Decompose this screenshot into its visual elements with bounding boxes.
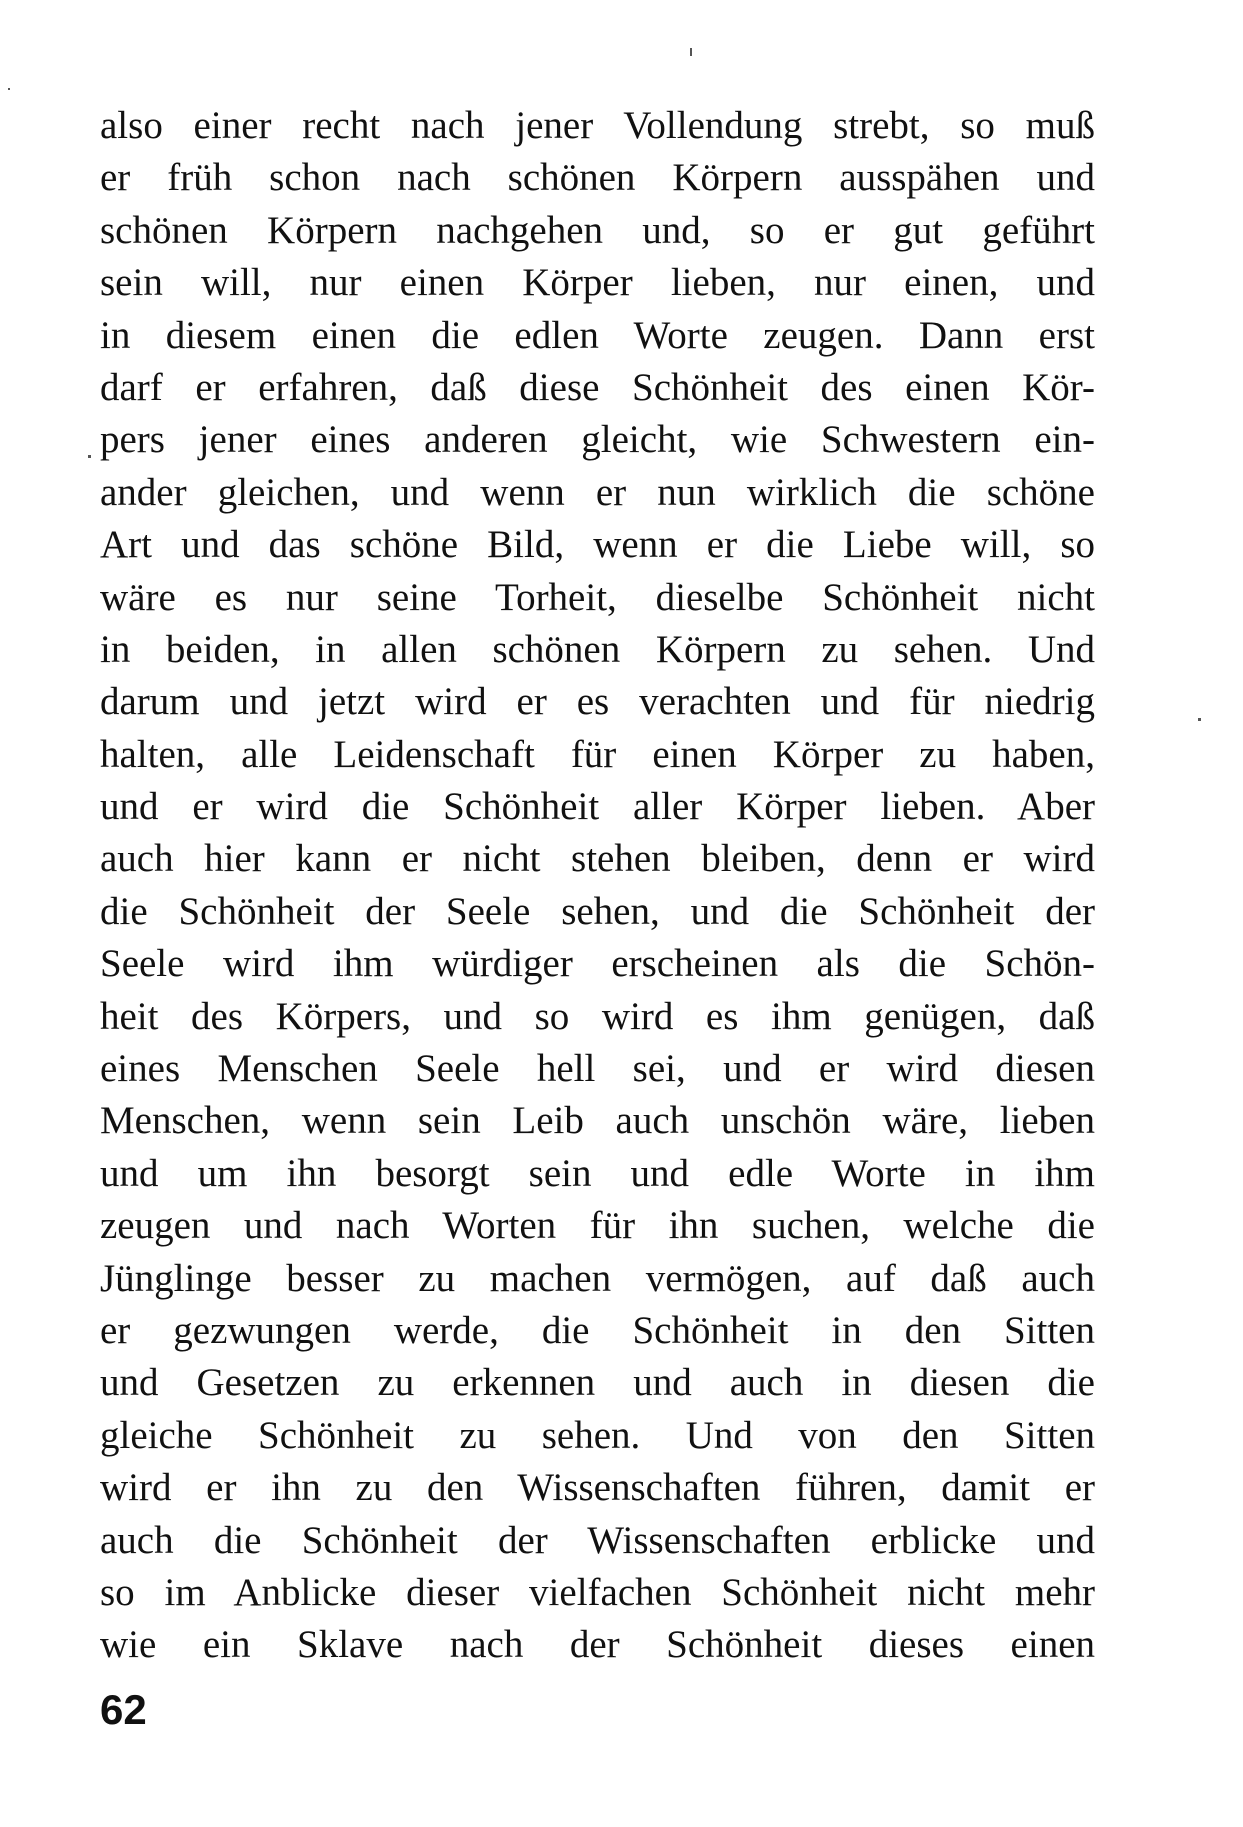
text-line: Seele wird ihm würdiger erscheinen als die Schön- [100,942,1095,986]
text-line: in diesem einen die edlen Worte zeugen. Dann erst [100,313,1095,357]
text-line: er früh schon nach schönen Körpern ausspähen und [100,156,1095,200]
text-line: eines Menschen Seele hell sei, und er wird diesen [100,1047,1095,1091]
text-line: darf er erfahren, daß diese Schönheit des einen Kör- [100,365,1095,409]
text-line: auch hier kann er nicht stehen bleiben, denn er wird [100,837,1095,881]
text-line: schönen Körpern nachgehen und, so er gut geführt [100,208,1095,252]
text-line: heit des Körpers, und so wird es ihm genügen, daß [100,994,1095,1038]
scan-speck [8,88,10,90]
text-line: und Gesetzen zu erkennen und auch in diesen die [100,1361,1095,1405]
text-line: wäre es nur seine Torheit, dieselbe Schönheit nicht [100,575,1095,619]
text-line: halten, alle Leidenschaft für einen Körper zu haben, [100,732,1095,776]
body-text [100,100,1095,1672]
text-line: wie ein Sklave nach der Schönheit dieses einen [100,1623,1095,1667]
text-line: und um ihn besorgt sein und edle Worte in ihm [100,1151,1095,1195]
text-line: also einer recht nach jener Vollendung strebt, so muß [100,104,1095,147]
text-line: die Schönheit der Seele sehen, und die Schönheit der [100,889,1095,933]
text-line: Jünglinge besser zu machen vermögen, auf daß auch [100,1256,1095,1300]
text-line: darum und jetzt wird er es verachten und für niedrig [100,680,1095,724]
text-line: Menschen, wenn sein Leib auch unschön wäre, lieben [100,1099,1095,1143]
scan-speck [1198,718,1201,721]
text-line: in beiden, in allen schönen Körpern zu sehen. Und [100,627,1095,671]
scan-speck [88,455,91,458]
text-line: und er wird die Schönheit aller Körper lieben. Aber [100,785,1095,829]
page-number: 62 [100,1686,147,1733]
text-line: er gezwungen werde, die Schönheit in den Sitten [100,1308,1095,1352]
text-line: gleiche Schönheit zu sehen. Und von den Sitten [100,1413,1095,1457]
text-line: zeugen und nach Worten für ihn suchen, welche die [100,1204,1095,1248]
text-line: pers jener eines anderen gleicht, wie Schwestern ein- [100,418,1095,462]
text-line: so im Anblicke dieser vielfachen Schönheit nicht mehr [100,1570,1095,1614]
text-line: ander gleichen, und wenn er nun wirklich die schöne [100,470,1095,514]
text-line: auch die Schönheit der Wissenschaften erblicke und [100,1518,1095,1562]
text-line: wird er ihn zu den Wissenschaften führen, damit er [100,1466,1095,1510]
text-line: Art und das schöne Bild, wenn er die Liebe will, so [100,523,1095,567]
scan-speck [690,48,692,56]
text-line: sein will, nur einen Körper lieben, nur einen, und [100,261,1095,305]
